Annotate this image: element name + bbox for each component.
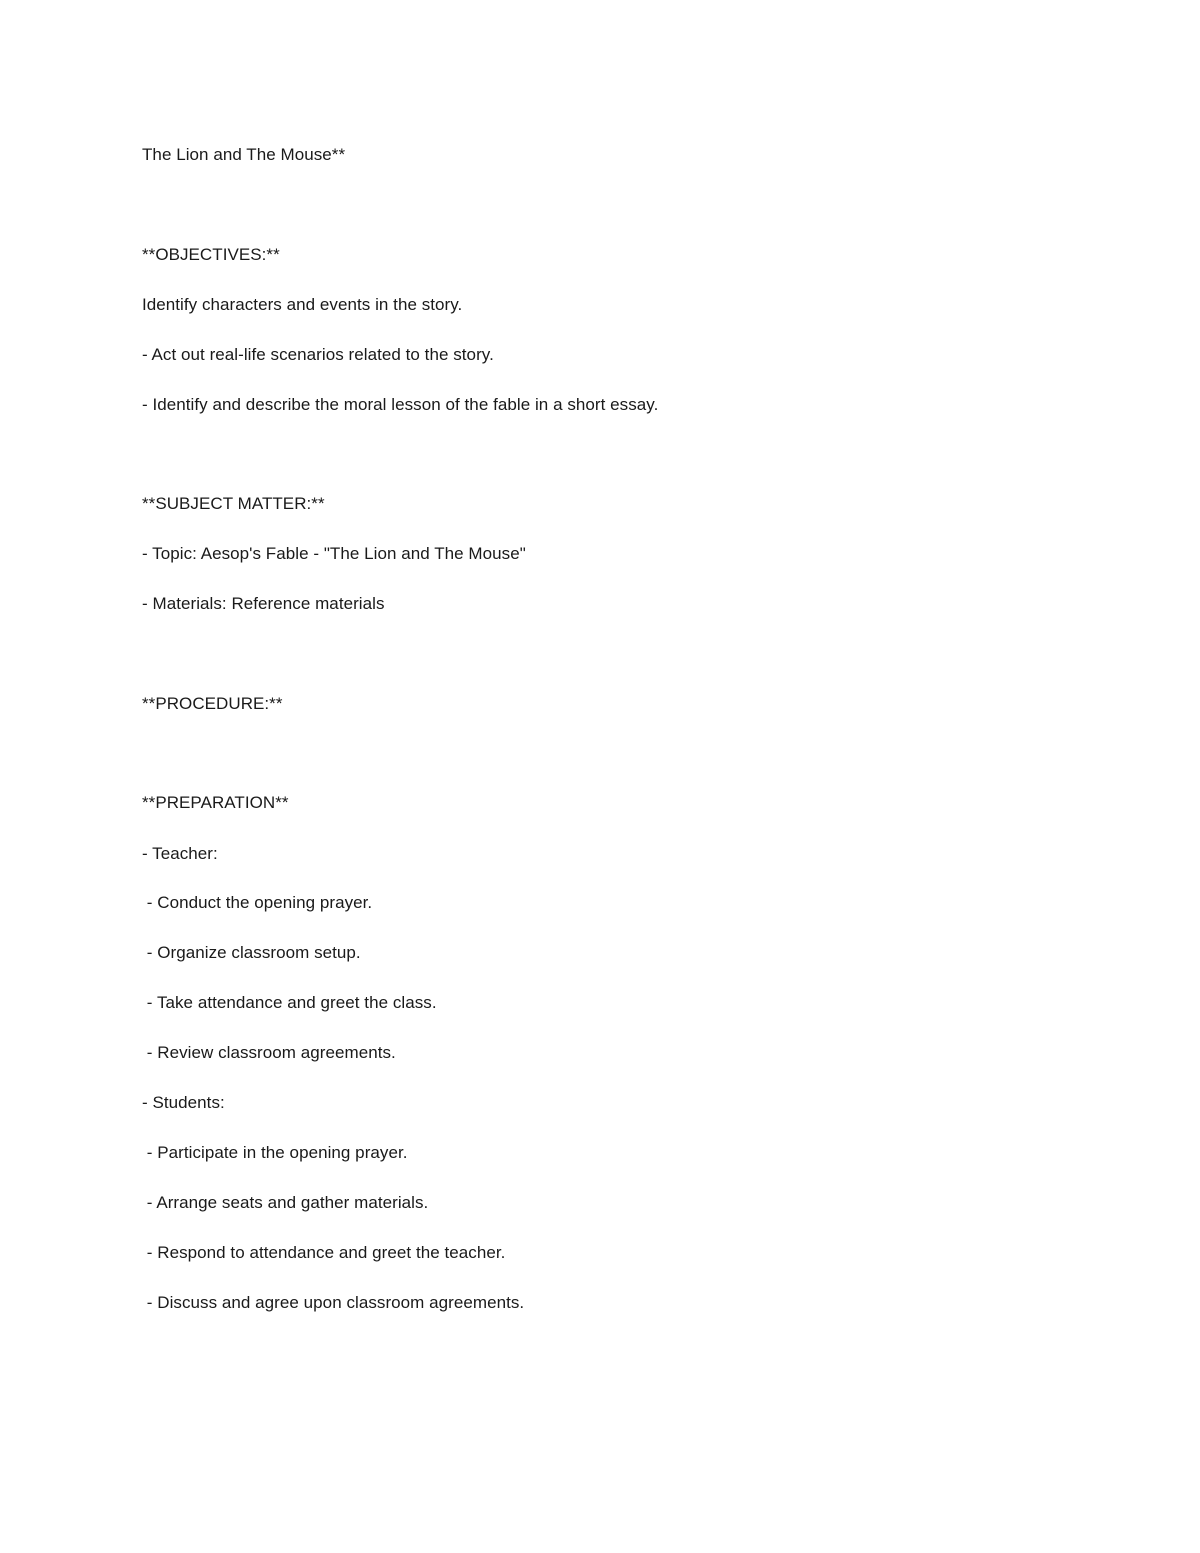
teacher-item: - Take attendance and greet the class. — [142, 993, 437, 1012]
objective-item: Identify characters and events in the story. — [142, 295, 463, 314]
subject-matter-item: - Materials: Reference materials — [142, 594, 385, 613]
teacher-label: - Teacher: — [142, 844, 218, 863]
students-label: - Students: — [142, 1093, 225, 1112]
objectives-heading: **OBJECTIVES:** — [142, 245, 280, 264]
teacher-item: - Review classroom agreements. — [142, 1043, 396, 1062]
objective-item: - Identify and describe the moral lesson of the fable in a short essay. — [142, 395, 659, 414]
subject-matter-item: - Topic: Aesop's Fable - "The Lion and The Mouse" — [142, 544, 526, 563]
teacher-item: - Organize classroom setup. — [142, 943, 361, 962]
subject-matter-heading: **SUBJECT MATTER:** — [142, 494, 325, 513]
document-title: The Lion and The Mouse** — [142, 145, 346, 164]
procedure-heading: **PROCEDURE:** — [142, 694, 283, 713]
teacher-item: - Conduct the opening prayer. — [142, 893, 373, 912]
students-item: - Arrange seats and gather materials. — [142, 1193, 429, 1212]
students-item: - Participate in the opening prayer. — [142, 1143, 408, 1162]
students-item: - Respond to attendance and greet the teacher. — [142, 1243, 506, 1262]
preparation-heading: **PREPARATION** — [142, 793, 289, 812]
objective-item: - Act out real-life scenarios related to the story. — [142, 345, 494, 364]
students-item: - Discuss and agree upon classroom agreements. — [142, 1293, 525, 1312]
